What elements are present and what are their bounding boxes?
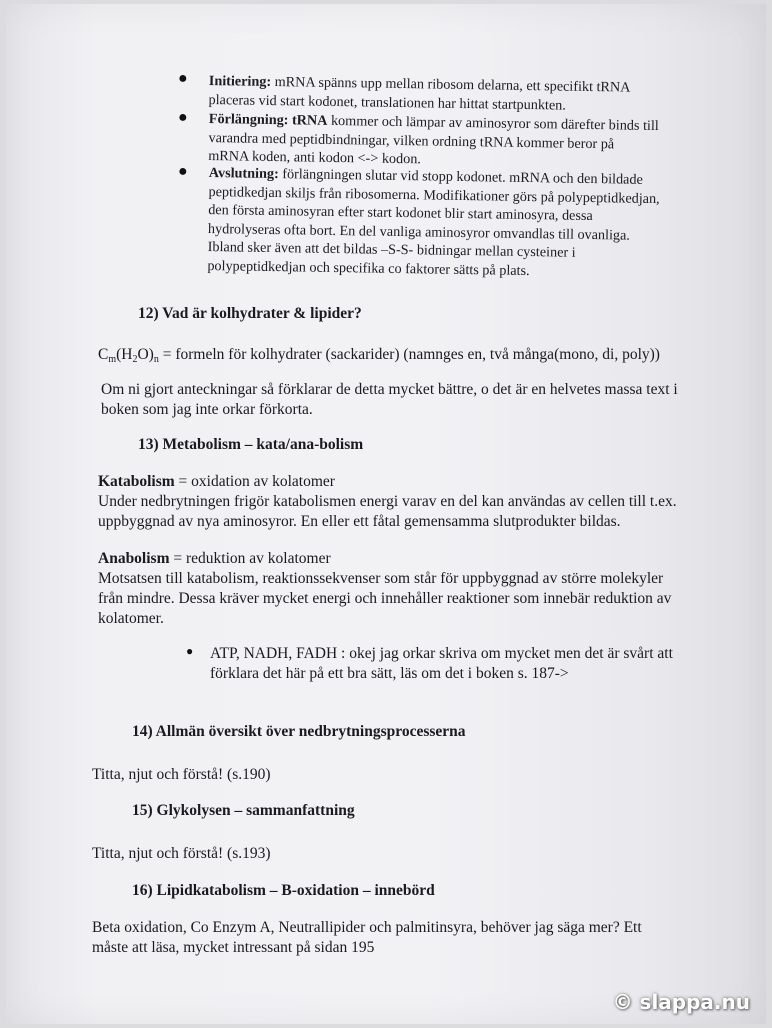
formula-c: C xyxy=(98,346,109,363)
bullet-text: placeras vid start kodonet, translationen har hittat startpunkten. xyxy=(208,91,566,114)
bullet-atp xyxy=(210,644,673,684)
paragraph-line: måste att läsa, mycket intressant på sidan 195 xyxy=(92,939,375,956)
paragraph-q15: Titta, njut och förstå! (s.193) xyxy=(92,845,271,862)
formula-sub-2: 2 xyxy=(132,354,138,365)
paragraph-line: Om ni gjort anteckningar så förklarar de detta mycket bättre, o det är en helvetes massa text i xyxy=(101,381,678,398)
paragraph-line: Under nedbrytningen frigör katabolismen energi varav en del kan användas av cellen till t.ex. xyxy=(98,493,677,510)
bullet-initiering xyxy=(208,72,630,116)
heading-q14: 14) Allmän översikt över nedbrytningsprocesserna xyxy=(132,723,466,740)
heading-q12: 12) Vad är kolhydrater & lipider? xyxy=(138,305,362,322)
bullet-text: mRNA spänns upp mellan ribosom delarna, ett specifikt tRNA xyxy=(270,73,631,96)
bullet-dot: ● xyxy=(186,644,194,658)
bullet-text: kommer och lämpar av aminosyror som därefter binds till xyxy=(327,112,659,135)
bullet-text: mRNA koden, anti kodon <-> kodon. xyxy=(208,147,422,168)
term-avslutning: Avslutning: xyxy=(208,164,279,183)
heading-q13: 13) Metabolism – kata/ana-bolism xyxy=(138,436,364,453)
formula-description: = formeln för kolhydrater (sackarider) (namnges en, två många(mono, di, poly)) xyxy=(158,346,660,363)
paragraph-anabolism xyxy=(98,549,671,629)
term-katabolism: Katabolism xyxy=(98,473,175,490)
formula-h: (H xyxy=(116,346,133,363)
definition-anabolism: = reduktion av kolatomer xyxy=(169,550,331,567)
paragraph-line: Motsatsen till katabolism, reaktionssekvenser som står för uppbyggnad av större molekyler xyxy=(98,570,664,587)
bullet-dot: ● xyxy=(178,163,188,180)
term-forlangning: Förlängning: tRNA xyxy=(208,110,328,129)
bullet-text: förlängningen slutar vid stopp kodonet. mRNA och den bildade xyxy=(278,166,643,188)
bullet-avslutning xyxy=(207,164,660,282)
formula-line xyxy=(98,345,660,370)
bullet-text: peptidkedjan skiljs från ribosomerna. Modifikationer görs på polypeptidkedjan, xyxy=(208,183,660,207)
paragraph-line: ATP, NADH, FADH : okej jag orkar skriva om mycket men det är svårt att xyxy=(210,645,673,662)
formula-o: O) xyxy=(137,346,154,363)
bullet-text: Ibland sker även att det bildas –S-S- bidningar mellan cysteiner i xyxy=(207,238,576,261)
bullet-text: hydrolyseras ofta bort. En del vanliga aminosyror omvandlas till ovanliga. xyxy=(207,220,631,244)
term-anabolism: Anabolism xyxy=(98,550,170,567)
paragraph-q16 xyxy=(92,918,642,958)
paragraph-line: från mindre. Dessa kräver mycket energi och innehåller reaktioner som innebär reduktion av xyxy=(98,590,672,607)
watermark: © slappa.nu xyxy=(612,990,750,1014)
formula-sub-m: m xyxy=(108,354,117,365)
document-page xyxy=(6,4,766,1024)
term-initiering: Initiering: xyxy=(208,72,272,90)
bullet-dot: ● xyxy=(178,70,188,87)
paragraph-katabolism xyxy=(98,472,677,532)
bullet-text: varandra med peptidbindningar, vilken ordning tRNA kommer beror på xyxy=(208,129,615,152)
bullet-dot: ● xyxy=(178,109,188,126)
formula-sub-n: n xyxy=(153,354,159,365)
bullet-forlangning xyxy=(208,110,659,173)
heading-q15: 15) Glykolysen – sammanfattning xyxy=(132,802,355,819)
paragraph-line: Beta oxidation, Co Enzym A, Neutrallipider och palmitinsyra, behöver jag säga mer? Ett xyxy=(92,919,642,936)
bullet-text: den första aminosyran efter start kodonet blir start aminosyra, dessa xyxy=(208,201,593,225)
paragraph-line: uppbyggnad av nya aminosyror. En eller ett fåtal gemensamma slutprodukter bildas. xyxy=(98,513,621,530)
paragraph-q14: Titta, njut och förstå! (s.190) xyxy=(92,766,271,783)
paragraph-q12 xyxy=(101,380,678,420)
heading-q16: 16) Lipidkatabolism – B-oxidation – innebörd xyxy=(132,882,435,899)
definition-katabolism: = oxidation av kolatomer xyxy=(174,473,335,490)
paragraph-line: förklara det här på ett bra sätt, läs om det i boken s. 187-> xyxy=(210,665,569,682)
paragraph-line: boken som jag inte orkar förkorta. xyxy=(101,401,313,418)
paragraph-line: kolatomer. xyxy=(98,610,164,627)
bullet-text: polypeptidkedjan och specifika co faktorer sätts på plats. xyxy=(207,257,530,279)
